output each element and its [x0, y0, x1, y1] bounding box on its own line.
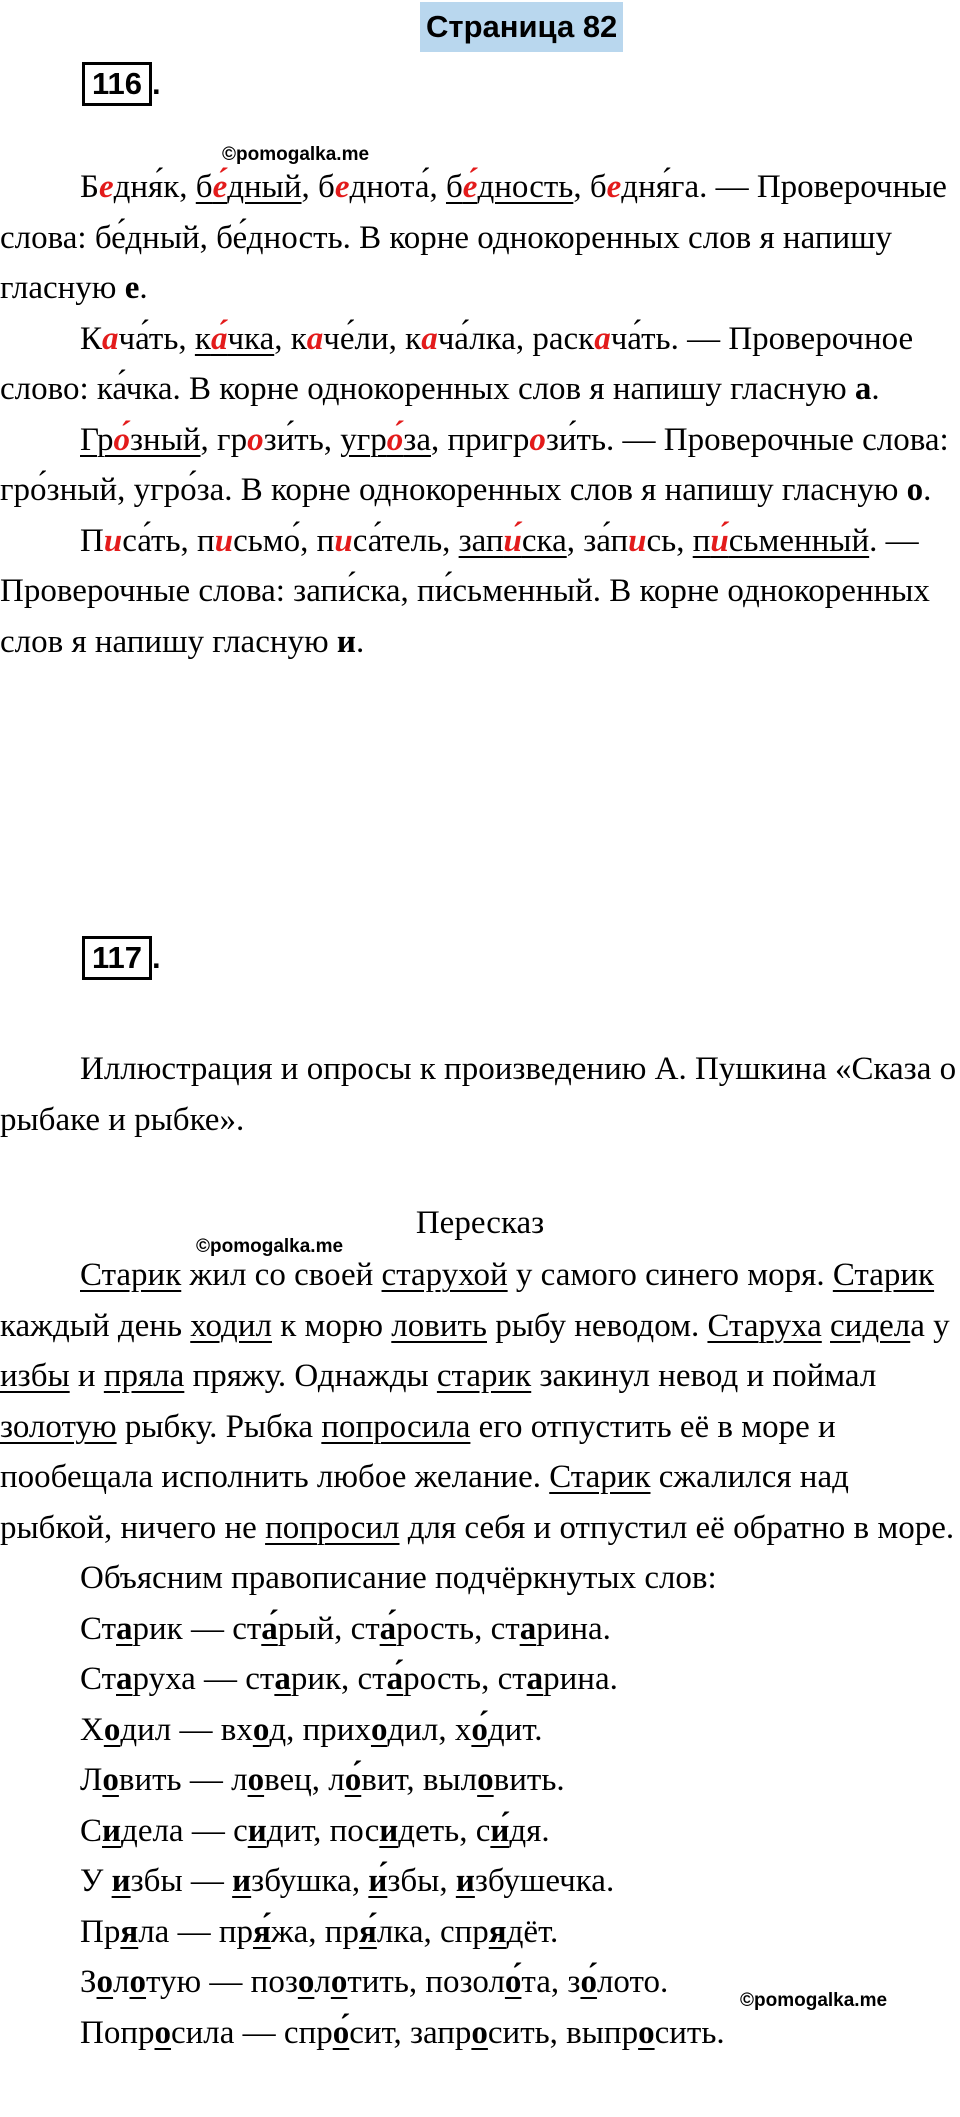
exercise-number-116: 116 .	[82, 62, 161, 106]
retelling-title: Пересказ	[415, 1205, 545, 1241]
explain-heading: Объясним правописание подчёркнутых слов:	[80, 1560, 717, 1596]
explain-row: У избы — избушка, и́збы, избушечка.	[80, 1863, 615, 1899]
explain-row: Ходил — вход, приходил, хо́дит.	[80, 1711, 543, 1748]
explain-row: Попросила — спро́сит, запросить, выпросить.	[80, 2014, 725, 2051]
watermark: ©pomogalka.me	[222, 144, 370, 165]
explain-row: Сидела — сидит, посидеть, си́дя.	[80, 1812, 550, 1849]
exercise-116-text	[0, 162, 960, 667]
exercise-117-intro	[0, 1044, 960, 1145]
intro-text: Иллюстрация и опросы к произведению А. Пушкина «Сказа о рыбаке и рыбке».	[0, 1051, 957, 1138]
retelling-text	[0, 1250, 960, 2058]
paragraph-bedny: Бедня́к, бе́дный, беднота́, бе́дность, бедня́га. — Проверочные слова: бе́дный, бе́дность. В корне однокоренных слов я напишу гласную е.	[0, 169, 947, 306]
explain-row: Пряла — пря́жа, пря́лка, спрядёт.	[80, 1913, 559, 1950]
page-title: Страница 82	[420, 2, 623, 52]
story-paragraph: Старик жил со своей старухой у самого синего моря. Старик каждый день ходил к морю ловить рыбу неводом. Старуха сидела у избы и пряла пряжу. Однажды старик закинул невод и поймал золотую рыбку. Рыбка попросила его отпустить её в море и пообещала исполнить любое желание. Старик сжалился над рыбкой, ничего не попросил для себя и отпустил её обратно в море.	[0, 1257, 955, 1546]
watermark: ©pomogalka.me	[196, 1236, 344, 1257]
watermark: ©pomogalka.me	[740, 1990, 888, 2011]
exercise-number-117: 117 .	[82, 936, 161, 980]
explain-row: Старик — ста́рый, ста́рость, старина.	[80, 1610, 611, 1647]
paragraph-grozny: Гро́зный, грози́ть, угро́за, пригрози́ть. — Проверочные слова: гро́зный, угро́за. В корне однокоренных слов я напишу гласную о.	[0, 421, 949, 508]
paragraph-pisat: Писа́ть, письмо́, писа́тель, запи́ска, за́пись, пи́сьменный. — Проверочные слова: запи́ска, пи́сьменный. В корне однокоренных слов я напишу гласную и.	[0, 522, 930, 660]
explain-row: Старуха — старик, ста́рость, старина.	[80, 1661, 618, 1697]
explain-row: Золотую — позолотить, позоло́та, зо́лото.	[80, 1964, 669, 2000]
explain-row: Ловить — ловец, ло́вит, выловить.	[80, 1762, 565, 1798]
paragraph-kachat: Кача́ть, ка́чка, каче́ли, кача́лка, раскача́ть. — Проверочное слово: ка́чка. В корне однокоренных слов я напишу гласную а.	[0, 320, 914, 407]
